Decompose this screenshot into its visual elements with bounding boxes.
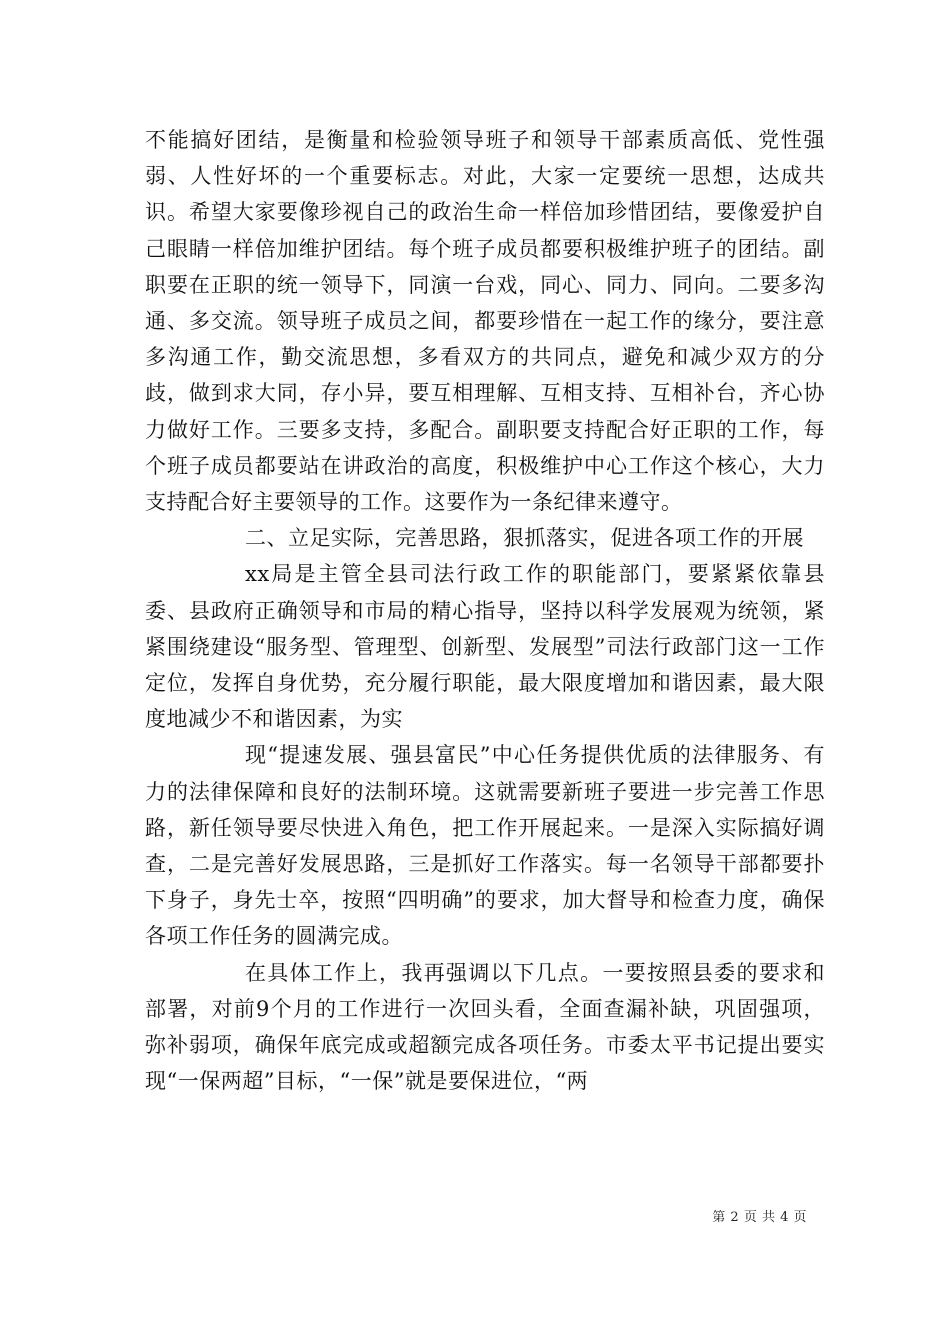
page-number: 第 2 页 共 4 页 [712,1210,807,1225]
paragraph-work-ideas: 现“提速发展、强县富民”中心任务提供优质的法律服务、有力的法律保障和良好的法制环境。这就需要新班子要进一步完善工作思路，新任领导要尽快进入角色，把工作开展起来。一是深入实际搞好调查，二是完善好发展思路，三是抓好工作落实。每一名领导干部都要扑下身子，身先士卒，按照“四明确”的要求，加大督导和检查力度，确保各项工作任务的圆满完成。 [145,743,825,949]
document-body [145,122,825,1099]
paragraph-unity: 不能搞好团结，是衡量和检验领导班子和领导干部素质高低、党性强弱、人性好坏的一个重要标志。对此，大家一定要统一思想，达成共识。希望大家要像珍视自己的政治生命一样倍加珍惜团结，要像爱护自己眼睛一样倍加维护团结。每个班子成员都要积极维护班子的团结。副职要在正职的统一领导下，同演一台戏，同心、同力、同向。二要多沟通、多交流。领导班子成员之间，都要珍惜在一起工作的缘分，要注意多沟通工作，勤交流思想，多看双方的共同点，避免和减少双方的分歧，做到求大同，存小异，要互相理解、互相支持、互相补台，齐心协力做好工作。三要多支持，多配合。副职要支持配合好正职的工作，每个班子成员都要站在讲政治的高度，积极维护中心工作这个核心，大力支持配合好主要领导的工作。这要作为一条纪律来遵守。 [145,128,825,515]
paragraph-bureau-role: xx局是主管全县司法行政工作的职能部门，要紧紧依靠县委、县政府正确领导和市局的精心指导，坚持以科学发展观为统领，紧紧围绕建设“服务型、管理型、创新型、发展型”司法行政部门这一工作定位，发挥自身优势，充分履行职能，最大限度增加和谐因素，最大限度地减少不和谐因素，为实 [145,562,825,732]
paragraph-specific-work: 在具体工作上，我再强调以下几点。一要按照县委的要求和部署，对前9个月的工作进行一次回头看，全面查漏补缺，巩固强项，弥补弱项，确保年底完成或超额完成各项任务。市委太平书记提出要实现“一保两超”目标，“一保”就是要保进位，“两 [145,960,825,1094]
section-heading: 二、立足实际，完善思路，狠抓落实，促进各项工作的开展 [245,526,804,551]
